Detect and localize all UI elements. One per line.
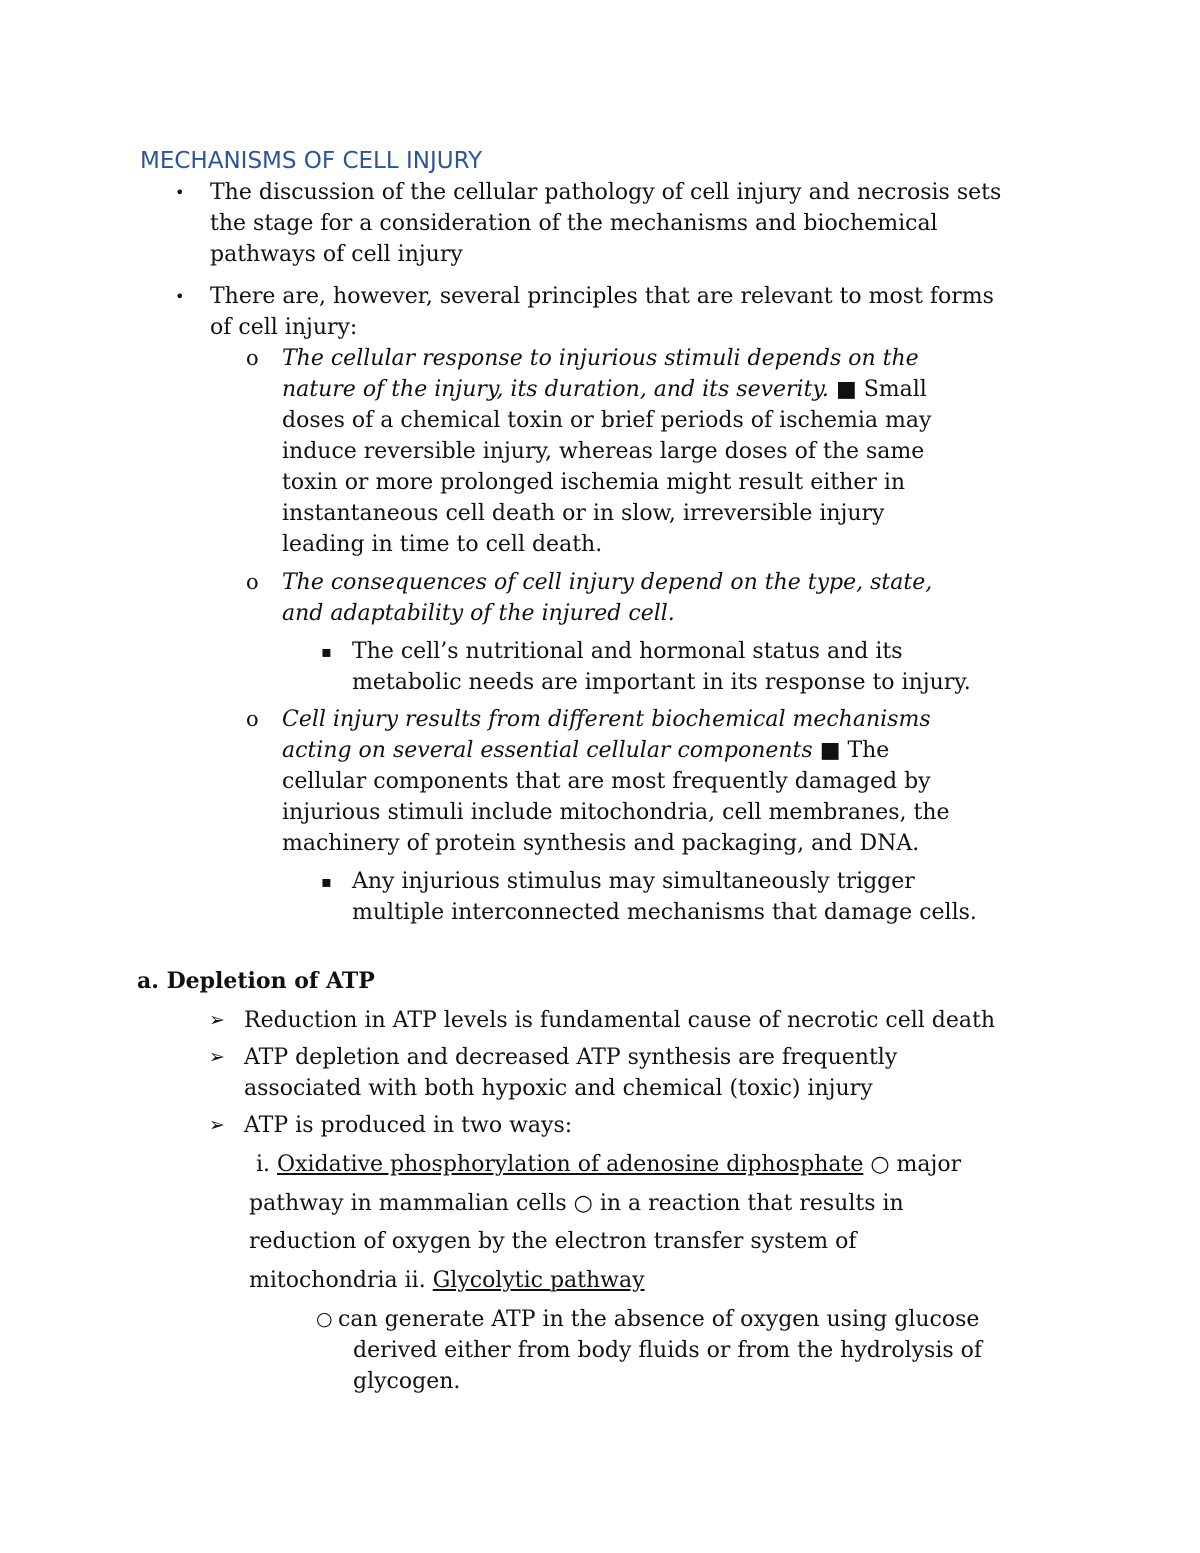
principle-marker: o (246, 707, 259, 731)
arrow-item (244, 1042, 897, 1104)
arrow-line: associated with both hypoxic and chemical (toxic) injury (244, 1076, 873, 1101)
ways-line: pathway in mammalian cells ○ in a reaction that results in (249, 1190, 904, 1216)
principle-italic-line: and adaptability of the injured cell. (282, 601, 675, 626)
principle-inline-text: ■ The (819, 738, 890, 763)
sub-bullet-line: metabolic needs are important in its response to injury. (352, 670, 971, 695)
arrow-bullet-icon: ➢ (209, 1114, 225, 1136)
arrow-line: ATP depletion and decreased ATP synthesis are frequently (244, 1045, 898, 1070)
bullet-item (210, 177, 1001, 270)
glycolytic-line: derived either from body fluids or from the hydrolysis of (353, 1338, 983, 1363)
principle-line: induce reversible injury, whereas large doses of the same (282, 439, 925, 464)
principle-item (282, 343, 931, 560)
atp-ways-paragraph (249, 1146, 961, 1300)
glycolytic-item (338, 1304, 982, 1397)
principle-italic-line: The consequences of cell injury depend on the type, state, (282, 570, 933, 595)
principle-line: toxin or more prolonged ischemia might result either in (282, 470, 906, 495)
page-title: MECHANISMS OF CELL INJURY (140, 148, 483, 174)
arrow-line: ATP is produced in two ways: (244, 1113, 573, 1138)
way-i-rest: ○ major (870, 1152, 962, 1177)
arrow-item (244, 1005, 995, 1036)
bullet-line: There are, however, several principles that are relevant to most forms (210, 284, 994, 309)
principle-line: leading in time to cell death. (282, 532, 603, 557)
glycolytic-marker: ○ (316, 1308, 333, 1330)
principle-item (282, 704, 950, 859)
principle-italic-line: nature of the injury, its duration, and its severity. (282, 377, 829, 402)
ways-line: reduction of oxygen by the electron transfer system of (249, 1229, 857, 1254)
way-i-title: Oxidative phosphorylation of adenosine diphosphate (277, 1152, 864, 1177)
bullet-line: the stage for a consideration of the mechanisms and biochemical (210, 211, 938, 236)
section-heading: a. Depletion of ATP (137, 968, 375, 994)
principle-line: cellular components that are most frequently damaged by (282, 769, 931, 794)
sub-bullet-line: multiple interconnected mechanisms that damage cells. (352, 900, 977, 925)
principle-line: injurious stimuli include mitochondria, cell membranes, the (282, 800, 950, 825)
principle-line: doses of a chemical toxin or brief periods of ischemia may (282, 408, 932, 433)
sub-bullet-marker: ▪ (321, 642, 332, 661)
sub-bullet-marker: ▪ (321, 872, 332, 891)
sub-bullet-line: The cell’s nutritional and hormonal status and its (352, 639, 903, 664)
principle-inline-text: ■ Small (835, 377, 927, 402)
glycolytic-line: can generate ATP in the absence of oxygen using glucose (338, 1307, 980, 1332)
bullet-item (210, 281, 994, 343)
principle-line: machinery of protein synthesis and packaging, and DNA. (282, 831, 920, 856)
way-ii-prefix: mitochondria ii. (249, 1267, 426, 1293)
principle-marker: o (246, 346, 259, 370)
sub-bullet-item (352, 636, 971, 698)
bullet-marker: • (175, 183, 185, 202)
arrow-line: Reduction in ATP levels is fundamental cause of necrotic cell death (244, 1008, 996, 1033)
sub-bullet-item (352, 866, 977, 928)
bullet-marker: • (175, 287, 185, 306)
way-i-prefix: i. (256, 1152, 271, 1177)
principle-item (282, 567, 932, 629)
principle-italic-line: acting on several essential cellular components (282, 738, 813, 763)
way-ii-title: Glycolytic pathway (432, 1267, 645, 1293)
principle-italic-line: The cellular response to injurious stimuli depends on the (282, 346, 919, 371)
bullet-line: pathways of cell injury (210, 242, 463, 267)
sub-bullet-line: Any injurious stimulus may simultaneously trigger (352, 869, 915, 894)
arrow-item (244, 1110, 572, 1141)
glycolytic-line: glycogen. (353, 1369, 461, 1394)
principle-line: instantaneous cell death or in slow, irreversible injury (282, 501, 885, 526)
bullet-line: The discussion of the cellular pathology of cell injury and necrosis sets (210, 180, 1002, 205)
bullet-line: of cell injury: (210, 315, 358, 340)
principle-marker: o (246, 570, 259, 594)
principle-italic-line: Cell injury results from different biochemical mechanisms (282, 707, 931, 732)
arrow-bullet-icon: ➢ (209, 1009, 225, 1031)
arrow-bullet-icon: ➢ (209, 1046, 225, 1068)
